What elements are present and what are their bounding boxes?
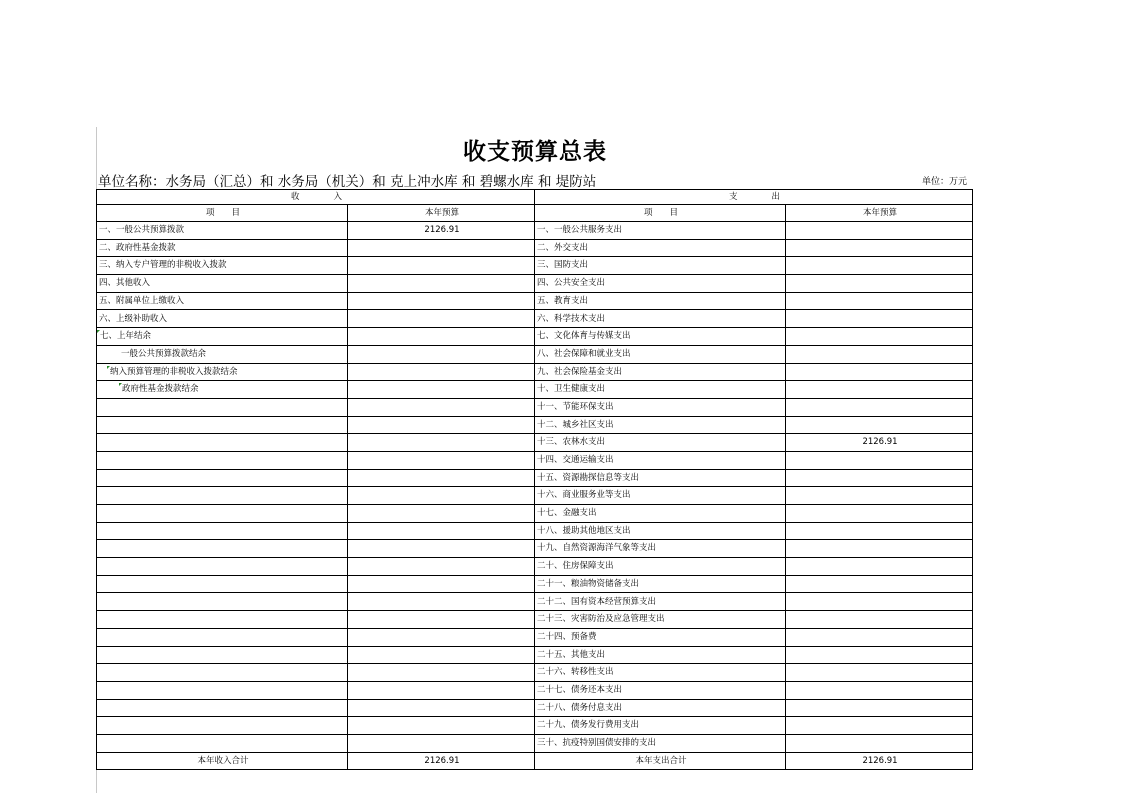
income-item-cell: 三、纳入专户管理的非税收入拨款 xyxy=(97,257,348,275)
expense-value-cell xyxy=(786,398,973,416)
income-value-cell xyxy=(348,628,535,646)
expense-value-cell xyxy=(786,222,973,240)
income-item-cell xyxy=(97,575,348,593)
expense-item-cell: 二、外交支出 xyxy=(535,239,786,257)
expense-value-cell xyxy=(786,275,973,293)
income-item-cell xyxy=(97,558,348,576)
income-value-cell xyxy=(348,611,535,629)
expense-item-header: 项 目 xyxy=(535,205,786,222)
income-value-cell xyxy=(348,434,535,452)
expense-item-cell: 十八、援助其他地区支出 xyxy=(535,522,786,540)
income-value-cell xyxy=(348,575,535,593)
table-row xyxy=(97,222,973,240)
income-value-cell xyxy=(348,469,535,487)
expense-value-cell xyxy=(786,239,973,257)
expense-item-cell: 二十、住房保障支出 xyxy=(535,558,786,576)
income-item-cell xyxy=(97,505,348,523)
table-row xyxy=(97,681,973,699)
income-item-cell xyxy=(97,734,348,752)
income-item-cell xyxy=(97,593,348,611)
income-value-cell xyxy=(348,381,535,399)
expense-item-cell: 十二、城乡社区支出 xyxy=(535,416,786,434)
cell-comment-marker-icon xyxy=(107,366,110,369)
income-value-cell xyxy=(348,257,535,275)
expense-item-cell: 五、教育支出 xyxy=(535,292,786,310)
expense-item-cell: 十、卫生健康支出 xyxy=(535,381,786,399)
income-item-cell: 四、其他收入 xyxy=(97,275,348,293)
income-item-cell xyxy=(97,717,348,735)
income-section-header: 收 入 xyxy=(97,190,535,205)
income-value-cell: 2126.91 xyxy=(348,222,535,240)
expense-value-cell xyxy=(786,292,973,310)
expense-item-cell: 三十、抗疫特别国债安排的支出 xyxy=(535,734,786,752)
income-budget-header: 本年预算 xyxy=(348,205,535,222)
income-item-cell xyxy=(97,664,348,682)
table-header-section xyxy=(97,190,973,205)
income-value-cell xyxy=(348,593,535,611)
totals-row xyxy=(97,752,973,770)
expense-item-cell: 十一、节能环保支出 xyxy=(535,398,786,416)
income-item-cell xyxy=(97,699,348,717)
expense-item-cell: 二十六、转移性支出 xyxy=(535,664,786,682)
expense-item-cell: 二十八、债务付息支出 xyxy=(535,699,786,717)
expense-value-cell xyxy=(786,257,973,275)
expense-value-cell xyxy=(786,611,973,629)
expense-total-label: 本年支出合计 xyxy=(535,752,786,770)
expense-value-cell: 2126.91 xyxy=(786,434,973,452)
table-row xyxy=(97,257,973,275)
expense-value-cell xyxy=(786,310,973,328)
income-item-header: 项 目 xyxy=(97,205,348,222)
table-row xyxy=(97,398,973,416)
expense-value-cell xyxy=(786,522,973,540)
income-item-cell: 二、政府性基金拨款 xyxy=(97,239,348,257)
table-row xyxy=(97,434,973,452)
expense-item-cell: 三、国防支出 xyxy=(535,257,786,275)
income-item-cell xyxy=(97,469,348,487)
expense-item-cell: 十三、农林水支出 xyxy=(535,434,786,452)
expense-value-cell xyxy=(786,681,973,699)
table-row xyxy=(97,593,973,611)
expense-value-cell xyxy=(786,345,973,363)
table-header-columns xyxy=(97,205,973,222)
expense-item-cell: 二十七、债务还本支出 xyxy=(535,681,786,699)
income-item-cell xyxy=(97,646,348,664)
income-value-cell xyxy=(348,540,535,558)
income-item-cell: 一般公共预算拨款结余 xyxy=(97,345,348,363)
income-value-cell xyxy=(348,345,535,363)
table-row xyxy=(97,611,973,629)
expense-value-cell xyxy=(786,469,973,487)
expense-value-cell xyxy=(786,505,973,523)
table-row xyxy=(97,381,973,399)
table-row xyxy=(97,540,973,558)
income-value-cell xyxy=(348,664,535,682)
income-item-cell xyxy=(97,434,348,452)
income-value-cell xyxy=(348,239,535,257)
table-row xyxy=(97,239,973,257)
income-item-cell xyxy=(97,398,348,416)
expense-item-cell: 四、公共安全支出 xyxy=(535,275,786,293)
table-row xyxy=(97,328,973,346)
income-value-cell xyxy=(348,734,535,752)
table-row xyxy=(97,451,973,469)
income-value-cell xyxy=(348,646,535,664)
income-value-cell xyxy=(348,363,535,381)
expense-value-cell xyxy=(786,363,973,381)
expense-item-cell: 十九、自然资源海洋气象等支出 xyxy=(535,540,786,558)
table-row xyxy=(97,275,973,293)
income-value-cell xyxy=(348,505,535,523)
table-row xyxy=(97,717,973,735)
table-row xyxy=(97,664,973,682)
expense-value-cell xyxy=(786,699,973,717)
expense-value-cell xyxy=(786,575,973,593)
table-row xyxy=(97,522,973,540)
expense-value-cell xyxy=(786,717,973,735)
expense-value-cell xyxy=(786,540,973,558)
expense-item-cell: 二十九、债务发行费用支出 xyxy=(535,717,786,735)
income-value-cell xyxy=(348,717,535,735)
income-item-cell: 一、一般公共预算拨款 xyxy=(97,222,348,240)
unit-name: 单位名称：水务局（汇总）和 水务局（机关）和 克上冲水库 和 碧螺水库 和 堤防站 xyxy=(98,174,597,190)
income-item-cell xyxy=(97,681,348,699)
expense-item-cell: 二十三、灾害防治及应急管理支出 xyxy=(535,611,786,629)
income-value-cell xyxy=(348,275,535,293)
currency-unit-label: 单位：万元 xyxy=(922,177,968,187)
income-value-cell xyxy=(348,292,535,310)
expense-item-cell: 七、文化体育与传媒支出 xyxy=(535,328,786,346)
income-item-cell xyxy=(97,628,348,646)
expense-value-cell xyxy=(786,487,973,505)
expense-value-cell xyxy=(786,416,973,434)
income-value-cell xyxy=(348,398,535,416)
table-row xyxy=(97,363,973,381)
income-item-cell xyxy=(97,451,348,469)
table-row xyxy=(97,628,973,646)
income-item-cell: 六、上级补助收入 xyxy=(97,310,348,328)
page-title: 收支预算总表 xyxy=(463,139,607,165)
income-value-cell xyxy=(348,699,535,717)
expense-value-cell xyxy=(786,558,973,576)
table-row xyxy=(97,487,973,505)
income-item-cell: 五、附属单位上缴收入 xyxy=(97,292,348,310)
expense-value-cell xyxy=(786,734,973,752)
expense-item-cell: 一、一般公共服务支出 xyxy=(535,222,786,240)
table-row xyxy=(97,699,973,717)
expense-item-cell: 九、社会保险基金支出 xyxy=(535,363,786,381)
expense-item-cell: 二十二、国有资本经营预算支出 xyxy=(535,593,786,611)
income-value-cell xyxy=(348,416,535,434)
expense-item-cell: 六、科学技术支出 xyxy=(535,310,786,328)
table-row xyxy=(97,345,973,363)
income-item-cell: 纳入预算管理的非税收入拨款结余 xyxy=(97,363,348,381)
table-row xyxy=(97,416,973,434)
expense-total-value: 2126.91 xyxy=(786,752,973,770)
income-value-cell xyxy=(348,310,535,328)
expense-item-cell: 十五、资源勘探信息等支出 xyxy=(535,469,786,487)
cell-comment-marker-icon xyxy=(119,383,122,386)
income-total-label: 本年收入合计 xyxy=(97,752,348,770)
table-row xyxy=(97,734,973,752)
expense-value-cell xyxy=(786,664,973,682)
income-value-cell xyxy=(348,328,535,346)
expense-item-cell: 二十五、其他支出 xyxy=(535,646,786,664)
income-total-value: 2126.91 xyxy=(348,752,535,770)
table-row xyxy=(97,646,973,664)
income-item-cell: 政府性基金拨款结余 xyxy=(97,381,348,399)
expense-section-header: 支 出 xyxy=(535,190,973,205)
cell-comment-marker-icon xyxy=(97,330,100,333)
expense-value-cell xyxy=(786,593,973,611)
income-value-cell xyxy=(348,451,535,469)
income-value-cell xyxy=(348,558,535,576)
table-row xyxy=(97,558,973,576)
table-row xyxy=(97,469,973,487)
income-item-cell xyxy=(97,522,348,540)
income-item-cell xyxy=(97,416,348,434)
budget-table xyxy=(96,189,973,770)
table-row xyxy=(97,292,973,310)
table-row xyxy=(97,310,973,328)
income-value-cell xyxy=(348,487,535,505)
expense-item-cell: 二十一、粮油物资储备支出 xyxy=(535,575,786,593)
expense-value-cell xyxy=(786,381,973,399)
expense-value-cell xyxy=(786,451,973,469)
income-value-cell xyxy=(348,522,535,540)
expense-item-cell: 十六、商业服务业等支出 xyxy=(535,487,786,505)
expense-value-cell xyxy=(786,628,973,646)
expense-budget-header: 本年预算 xyxy=(786,205,973,222)
income-item-cell xyxy=(97,487,348,505)
income-item-cell xyxy=(97,611,348,629)
income-item-cell xyxy=(97,540,348,558)
expense-item-cell: 二十四、预备费 xyxy=(535,628,786,646)
expense-item-cell: 八、社会保障和就业支出 xyxy=(535,345,786,363)
expense-value-cell xyxy=(786,328,973,346)
expense-item-cell: 十四、交通运输支出 xyxy=(535,451,786,469)
expense-value-cell xyxy=(786,646,973,664)
income-value-cell xyxy=(348,681,535,699)
budget-table-body xyxy=(97,190,973,770)
expense-item-cell: 十七、金融支出 xyxy=(535,505,786,523)
table-row xyxy=(97,575,973,593)
table-row xyxy=(97,505,973,523)
income-item-cell: 七、上年结余 xyxy=(97,328,348,346)
